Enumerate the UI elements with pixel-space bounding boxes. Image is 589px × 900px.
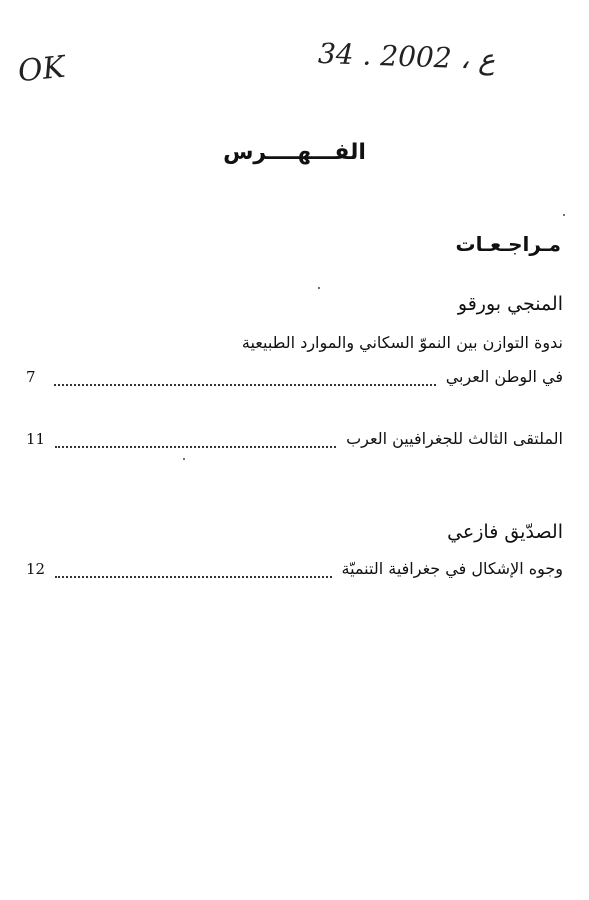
page-number: 7 bbox=[26, 368, 36, 386]
entry-title: وجوه الإشكال في جغرافية التنميّة bbox=[341, 559, 563, 578]
dot-leader bbox=[55, 564, 331, 578]
entry-title: في الوطن العربي bbox=[445, 367, 563, 386]
handwritten-ok-mark: OK bbox=[16, 49, 67, 90]
scan-speck bbox=[563, 214, 565, 216]
handwritten-date: 34 . ع ، 2002 bbox=[317, 36, 496, 77]
page-number: 11 bbox=[26, 430, 46, 448]
toc-entry[interactable] bbox=[26, 367, 563, 391]
toc-entry[interactable] bbox=[26, 559, 563, 583]
entry-title-line: ندوة التوازن بين النموّ السكاني والموارد الطبيعية bbox=[241, 333, 563, 352]
scan-speck bbox=[183, 458, 185, 460]
page-title: الفـــهــــرس bbox=[223, 140, 366, 165]
dot-leader bbox=[55, 434, 336, 448]
page-number: 12 bbox=[26, 560, 46, 578]
scan-speck bbox=[318, 287, 320, 289]
section-heading: مـراجـعـات bbox=[455, 232, 561, 256]
author-name: الصدّيق فازعي bbox=[447, 521, 563, 543]
dot-leader bbox=[54, 372, 436, 386]
entry-title: الملتقى الثالث للجغرافيين العرب bbox=[346, 429, 563, 448]
toc-entry[interactable] bbox=[26, 429, 563, 453]
author-name: المنجي بورقو bbox=[457, 293, 563, 315]
